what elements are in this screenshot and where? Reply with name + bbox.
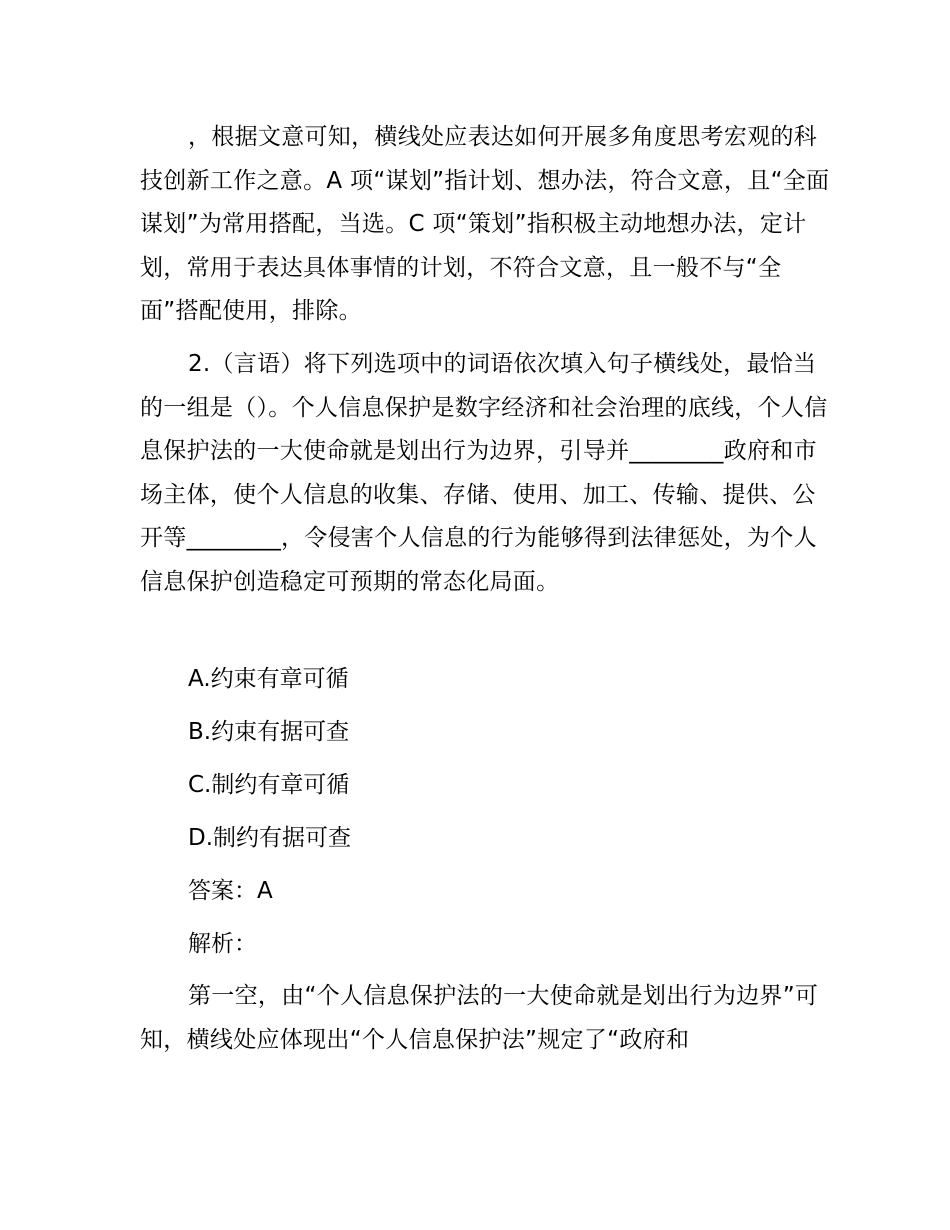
option-a: A.约束有章可循 bbox=[188, 666, 349, 692]
explanation-paragraph: ，根据文意可知，横线处应表达如何开展多角度思考宏观的科技创新工作之意。A 项“谋划”指计划、想办法，符合文意，且“全面谋划”为常用搭配，当选。C 项“策划”指积极主动地想办法，定计划，常用于表达具体事情的计划，不符合文意，且一般不与“全面”搭配使用，排除。 bbox=[140, 124, 830, 324]
option-b: B.约束有据可查 bbox=[188, 719, 350, 745]
question-paragraph: 2.（言语）将下列选项中的词语依次填入句子横线处，最恰当的一组是（）。个人信息保护是数字经济和社会治理的底线，个人信息保护法的一大使命就是划出行为边界，引导并________政府和市场主体，使个人信息的收集、存储、使用、加工、传输、提供、公开等________，令侵害个人信息的行为能够得到法律惩处，为个人信息保护创造稳定可预期的常态化局面。 bbox=[140, 351, 828, 595]
analysis-label: 解析： bbox=[188, 931, 257, 957]
analysis-paragraph: 第一空，由“个人信息保护法的一大使命就是划出行为边界”可知，横线处应体现出“个人信息保护法”规定了“政府和 bbox=[140, 983, 819, 1053]
answer-line: 答案：A bbox=[188, 878, 273, 904]
option-d: D.制约有据可查 bbox=[188, 825, 352, 851]
option-c: C.制约有章可循 bbox=[188, 772, 350, 798]
